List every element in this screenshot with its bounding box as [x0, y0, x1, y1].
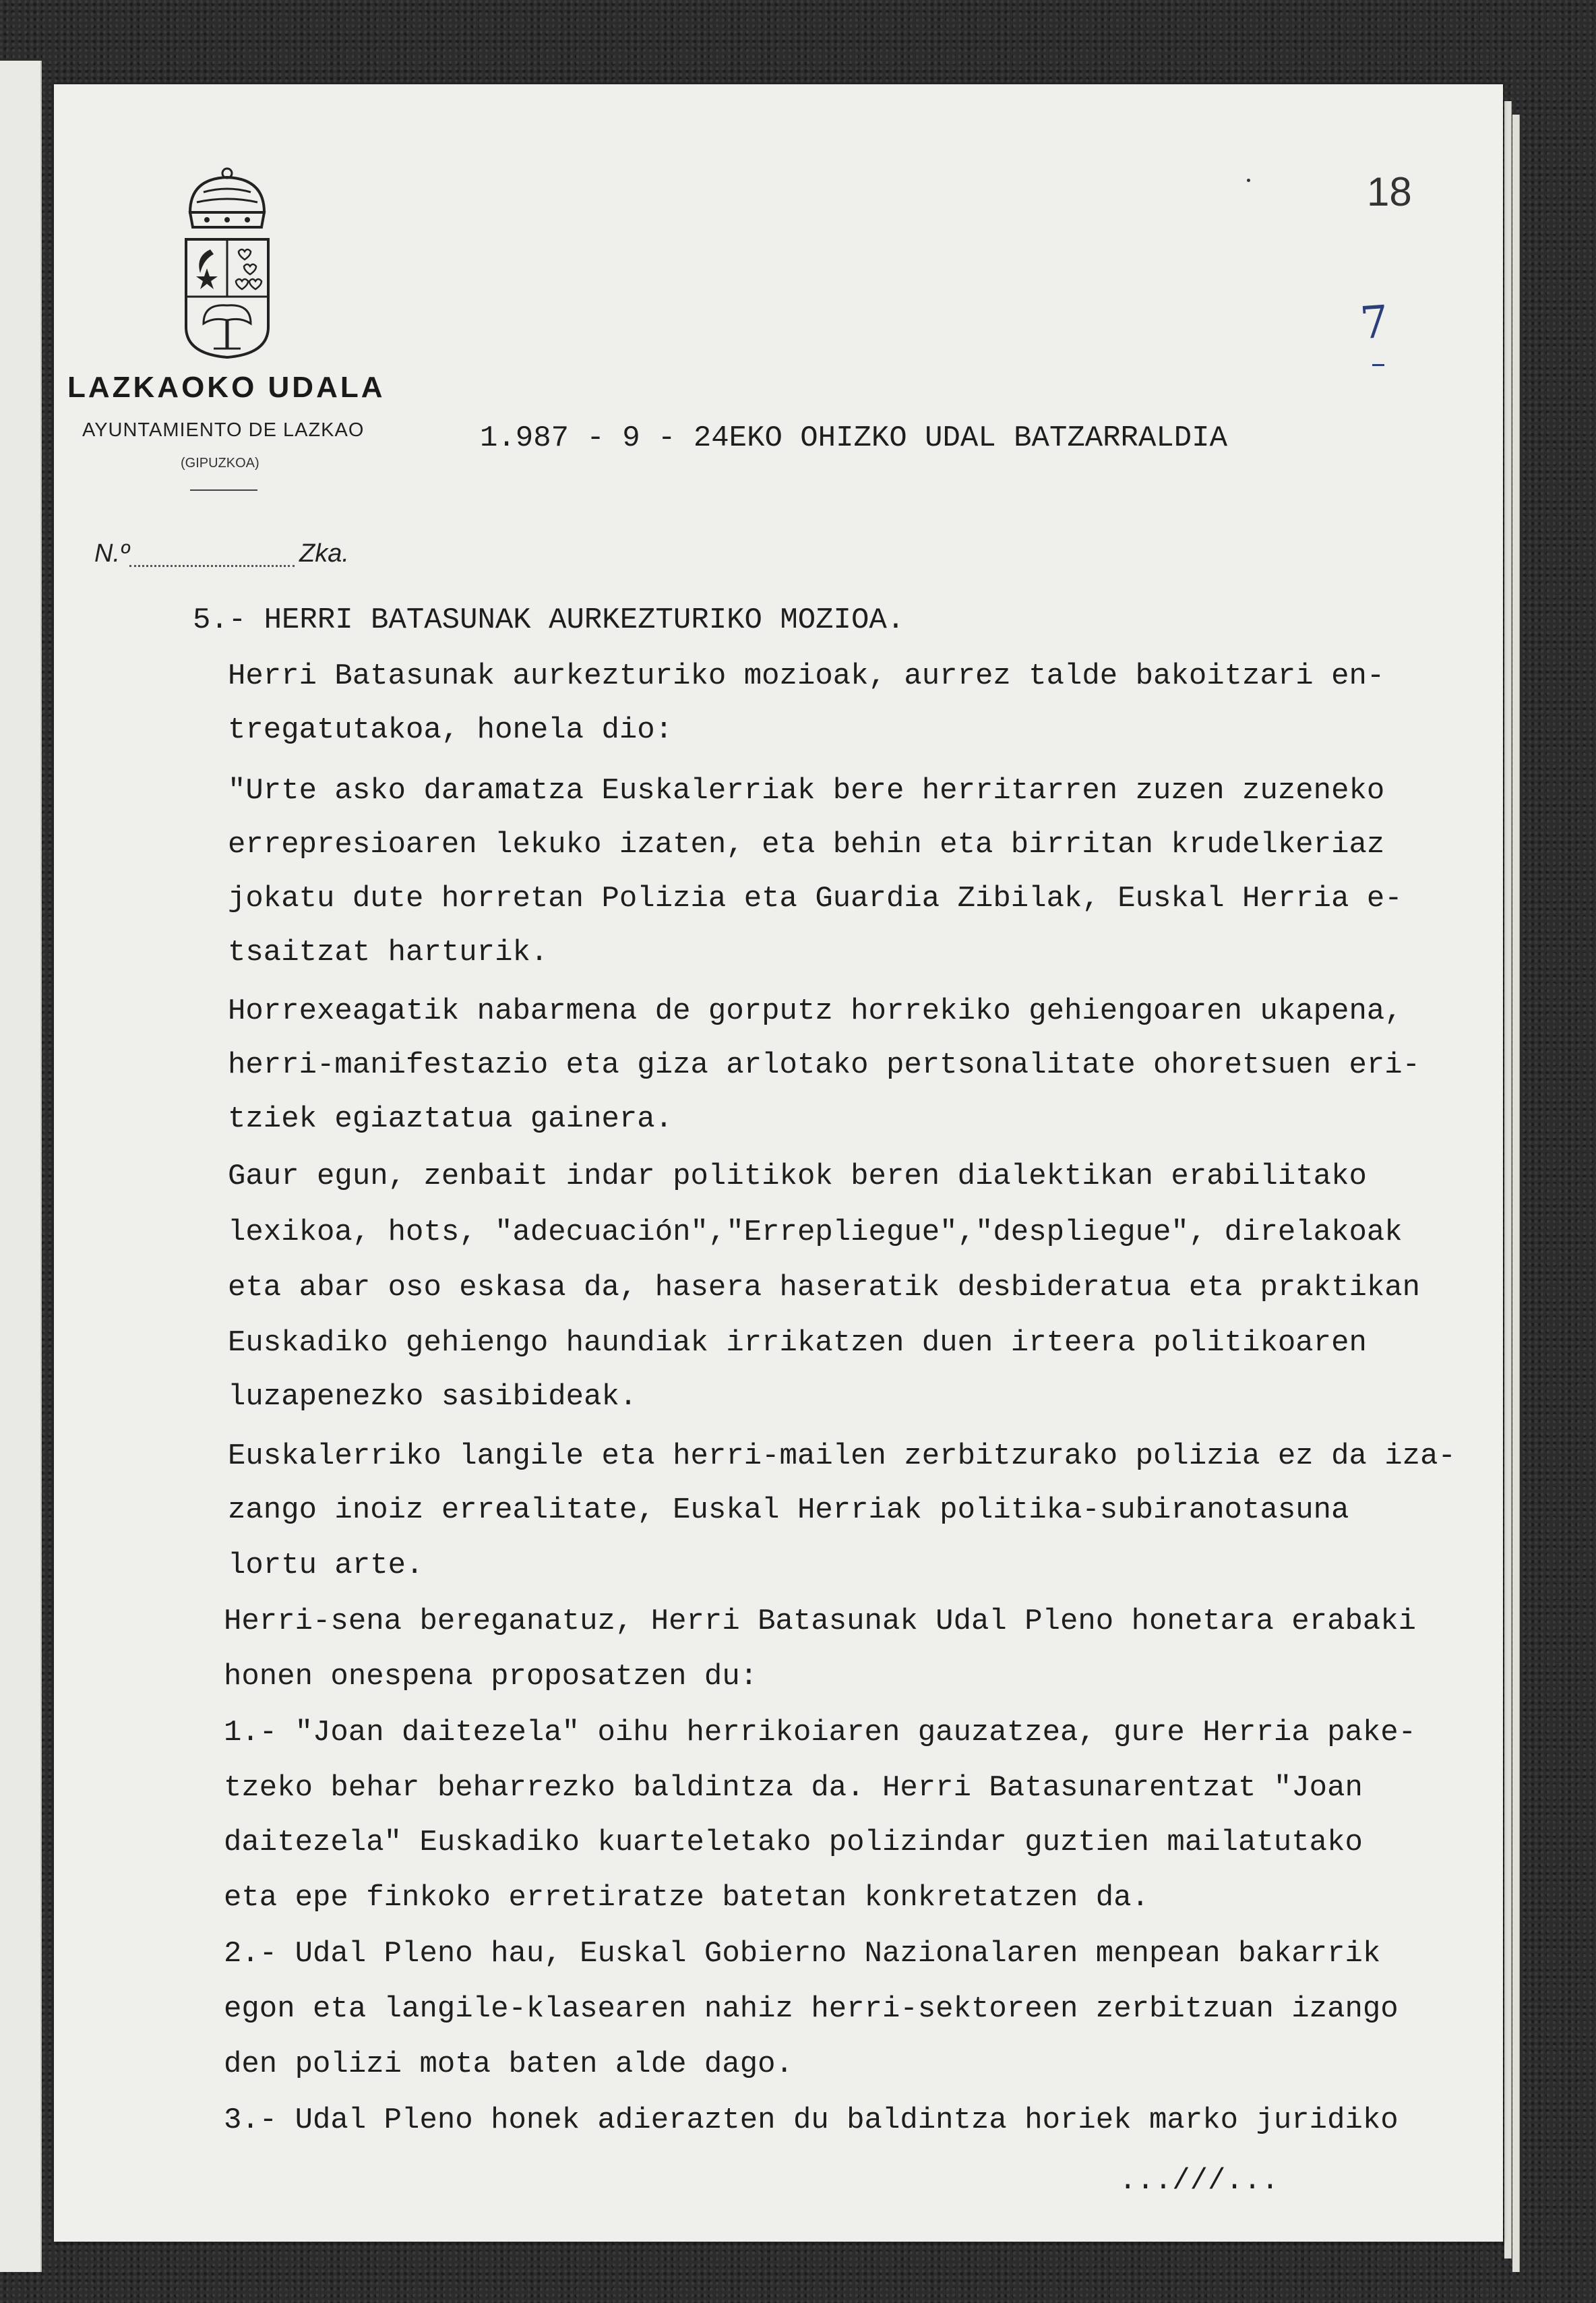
body-line: honen onespena proposatzen du: — [224, 1660, 758, 1694]
body-line: 3.- Udal Pleno honek adierazten du baldintza horiek marko juridiko — [224, 2103, 1399, 2137]
page-number: 18 — [1367, 169, 1412, 214]
section-title: 5.- HERRI BATASUNAK AURKEZTURIKO MOZIOA. — [193, 603, 905, 637]
body-line: zango inoiz errealitate, Euskal Herriak politika-subiranotasuna — [228, 1493, 1349, 1527]
body-line: "Urte asko daramatza Euskalerriak bere herritarren zuzen zuzeneko — [228, 774, 1385, 808]
letterhead-divider — [190, 489, 257, 491]
document-page — [54, 84, 1503, 2242]
body-line: daitezela" Euskadiko kuarteletako polizindar guztien mailatutako — [224, 1826, 1363, 1859]
body-line: lortu arte. — [228, 1549, 424, 1582]
previous-page-edge — [0, 61, 42, 2272]
body-line: Herri-sena bereganatuz, Herri Batasunak Udal Pleno honetara erabaki — [224, 1605, 1417, 1638]
body-line: egon eta langile-klasearen nahiz herri-sektoreen zerbitzuan izango — [224, 1992, 1399, 2026]
ink-dot — [1247, 179, 1250, 182]
body-line: 1.- "Joan daitezela" oihu herrikoiaren gauzatzea, gure Herria pake- — [224, 1716, 1417, 1749]
body-line: Horrexeagatik nabarmena de gorputz horrekiko gehiengoaren ukapena, — [228, 994, 1403, 1028]
page-stack-edge — [1504, 101, 1512, 2259]
body-line: tziek egiaztatua gainera. — [228, 1102, 673, 1136]
number-field-dotted-line — [129, 565, 295, 567]
municipal-crest-icon — [177, 165, 278, 361]
body-line: Euskalerriko langile eta herri-mailen zerbitzurako polizia ez da iza- — [228, 1439, 1456, 1473]
page-continuation-mark: ...///... — [1119, 2164, 1279, 2198]
body-line: herri-manifestazio eta giza arlotako pertsonalitate ohoretsuen eri- — [228, 1048, 1421, 1082]
body-line: eta epe finkoko erretiratze batetan konkretatzen da. — [224, 1881, 1150, 1915]
body-line: Euskadiko gehiengo haundiak irrikatzen duen irteera politikoaren — [228, 1326, 1367, 1360]
organization-province: (GIPUZKOA) — [181, 456, 259, 471]
body-line: 2.- Udal Pleno hau, Euskal Gobierno Nazionalaren menpean bakarrik — [224, 1937, 1381, 1971]
meeting-heading: 1.987 - 9 - 24EKO OHIZKO UDAL BATZARRALDIA — [480, 421, 1227, 455]
page-stack-edge — [1512, 115, 1520, 2272]
handwritten-dash — [1372, 364, 1384, 366]
body-line: jokatu dute horretan Polizia eta Guardia Zibilak, Euskal Herria e- — [228, 882, 1403, 916]
body-line: tregatutakoa, honela dio: — [228, 713, 673, 747]
zka-field-label: Zka. — [299, 539, 349, 568]
body-line: lexikoa, hots, "adecuación","Errepliegue","despliegue", direlakoak — [228, 1216, 1403, 1249]
body-line: den polizi mota baten alde dago. — [224, 2047, 793, 2081]
body-line: tsaitzat harturik. — [228, 936, 549, 969]
handwritten-mark: 7 — [1358, 295, 1390, 350]
body-line: errepresioaren lekuko izaten, eta behin eta birritan krudelkeriaz — [228, 828, 1385, 862]
body-line: luzapenezko sasibideak. — [228, 1380, 638, 1414]
number-field-label: N.º — [94, 539, 129, 568]
organization-name: LAZKAOKO UDALA — [67, 371, 386, 404]
body-line: tzeko behar beharrezko baldintza da. Herri Batasunarentzat "Joan — [224, 1771, 1363, 1805]
body-line: Gaur egun, zenbait indar politikok beren dialektikan erabilitako — [228, 1160, 1367, 1193]
body-line: eta abar oso eskasa da, hasera haseratik desbideratua eta praktikan — [228, 1271, 1421, 1305]
body-line: Herri Batasunak aurkezturiko mozioak, aurrez talde bakoitzari en- — [228, 659, 1385, 693]
organization-subtitle: AYUNTAMIENTO DE LAZKAO — [82, 419, 365, 441]
